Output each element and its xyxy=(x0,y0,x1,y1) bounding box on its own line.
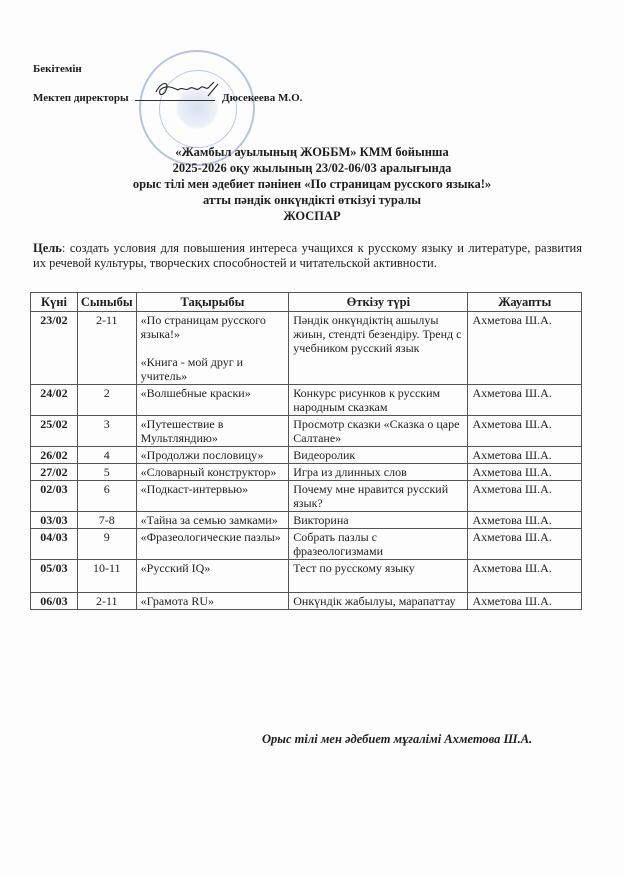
cell-date: 23/02 xyxy=(31,312,78,385)
topic-2: «Книга - мой друг и учитель» xyxy=(140,355,244,383)
table-row xyxy=(31,385,582,416)
cell-format: Тест по русскому языку xyxy=(289,560,468,593)
cell-date: 04/03 xyxy=(31,529,78,560)
cell-grade: 2-11 xyxy=(77,593,136,610)
cell-topic: «Словарный конструктор» xyxy=(136,464,289,481)
cell-topic: «Грамота RU» xyxy=(136,593,289,610)
cell-responsible: Ахметова Ш.А. xyxy=(468,593,582,610)
signature-icon xyxy=(152,78,222,100)
cell-responsible: Ахметова Ш.А. xyxy=(468,529,582,560)
cell-grade: 7-8 xyxy=(77,512,136,529)
cell-date: 02/03 xyxy=(31,481,78,512)
table-row xyxy=(31,447,582,464)
table-row xyxy=(31,312,582,385)
table-row xyxy=(31,529,582,560)
document-title: ЖОСПАР xyxy=(283,209,341,223)
table-header-row xyxy=(31,293,582,312)
cell-format: Просмотр сказки «Сказка о царе Салтане» xyxy=(289,416,468,447)
cell-date: 06/03 xyxy=(31,593,78,610)
cell-topic xyxy=(136,312,289,385)
cell-topic: «Продолжи пословицу» xyxy=(136,447,289,464)
cell-responsible: Ахметова Ш.А. xyxy=(468,312,582,385)
cell-format: Игра из длинных слов xyxy=(289,464,468,481)
goal-paragraph xyxy=(33,241,582,271)
cell-format: Почему мне нравится русский язык? xyxy=(289,481,468,512)
cell-date: 24/02 xyxy=(31,385,78,416)
table-row xyxy=(31,416,582,447)
cell-format: Конкурс рисунков к русским народным сказкам xyxy=(289,385,468,416)
cell-topic: «Фразеологические пазлы» xyxy=(136,529,289,560)
director-name: Дюсекеева М.О. xyxy=(222,92,303,104)
cell-topic: «Подкаст-интервью» xyxy=(136,481,289,512)
cell-topic: «Путешествие в Мультляндию» xyxy=(136,416,289,447)
cell-grade: 2-11 xyxy=(77,312,136,385)
director-label: Мектеп директоры xyxy=(33,92,129,104)
cell-grade: 10-11 xyxy=(77,560,136,593)
cell-format: Онкүндік жабылуы, марапаттау xyxy=(289,593,468,610)
cell-date: 03/03 xyxy=(31,512,78,529)
approval-label: Бекітемін xyxy=(33,63,82,75)
header-grade: Сыныбы xyxy=(77,293,136,312)
cell-format: Пәндік онкүндіктің ашылуы жиын, стендті безендіру. Тренд с учебником русский язык xyxy=(289,312,468,385)
cell-date: 26/02 xyxy=(31,447,78,464)
cell-date: 25/02 xyxy=(31,416,78,447)
heading-line-4: атты пәндік онкүндікті өткізуі туралы xyxy=(203,193,421,207)
table-row xyxy=(31,464,582,481)
cell-responsible: Ахметова Ш.А. xyxy=(468,560,582,593)
table-row xyxy=(31,481,582,512)
heading-line-2: 2025-2026 оқу жылының 23/02-06/03 аралығында xyxy=(172,161,452,175)
cell-topic: «Волшебные краски» xyxy=(136,385,289,416)
cell-grade: 4 xyxy=(77,447,136,464)
goal-text: : создать условия для повышения интереса учащихся к русскому языку и литературе, развития их речевой культуры, творческих способностей и читательской активности. xyxy=(33,241,582,270)
cell-grade: 9 xyxy=(77,529,136,560)
cell-responsible: Ахметова Ш.А. xyxy=(468,447,582,464)
cell-responsible: Ахметова Ш.А. xyxy=(468,464,582,481)
goal-label: Цель xyxy=(33,241,62,255)
header-responsible: Жауапты xyxy=(468,293,582,312)
teacher-signature-line: Орыс тілі мен әдебиет мұғалімі Ахметова Ш.А. xyxy=(262,732,533,746)
cell-format: Викторина xyxy=(289,512,468,529)
table-row xyxy=(31,512,582,529)
cell-grade: 6 xyxy=(77,481,136,512)
heading-line-3: орыс тілі мен әдебиет пәнінен «По страницам русского языка!» xyxy=(132,177,492,191)
cell-topic: «Тайна за семью замками» xyxy=(136,512,289,529)
header-date: Күні xyxy=(31,293,78,312)
cell-responsible: Ахметова Ш.А. xyxy=(468,385,582,416)
cell-format: Собрать пазлы с фразеологизмами xyxy=(289,529,468,560)
header-format: Өткізу түрі xyxy=(289,293,468,312)
cell-date: 05/03 xyxy=(31,560,78,593)
cell-grade: 2 xyxy=(77,385,136,416)
topic-1: «По страницам русского языка!» xyxy=(140,313,266,341)
table-row xyxy=(31,560,582,593)
cell-grade: 3 xyxy=(77,416,136,447)
header-topic: Тақырыбы xyxy=(136,293,289,312)
cell-date: 27/02 xyxy=(31,464,78,481)
heading-line-1: «Жамбыл ауылының ЖОББМ» КММ бойынша xyxy=(175,145,449,159)
cell-responsible: Ахметова Ш.А. xyxy=(468,512,582,529)
plan-table xyxy=(30,292,582,610)
cell-topic: «Русский IQ» xyxy=(136,560,289,593)
cell-responsible: Ахметова Ш.А. xyxy=(468,416,582,447)
table-row xyxy=(31,593,582,610)
cell-grade: 5 xyxy=(77,464,136,481)
cell-responsible: Ахметова Ш.А. xyxy=(468,481,582,512)
cell-format: Видеоролик xyxy=(289,447,468,464)
